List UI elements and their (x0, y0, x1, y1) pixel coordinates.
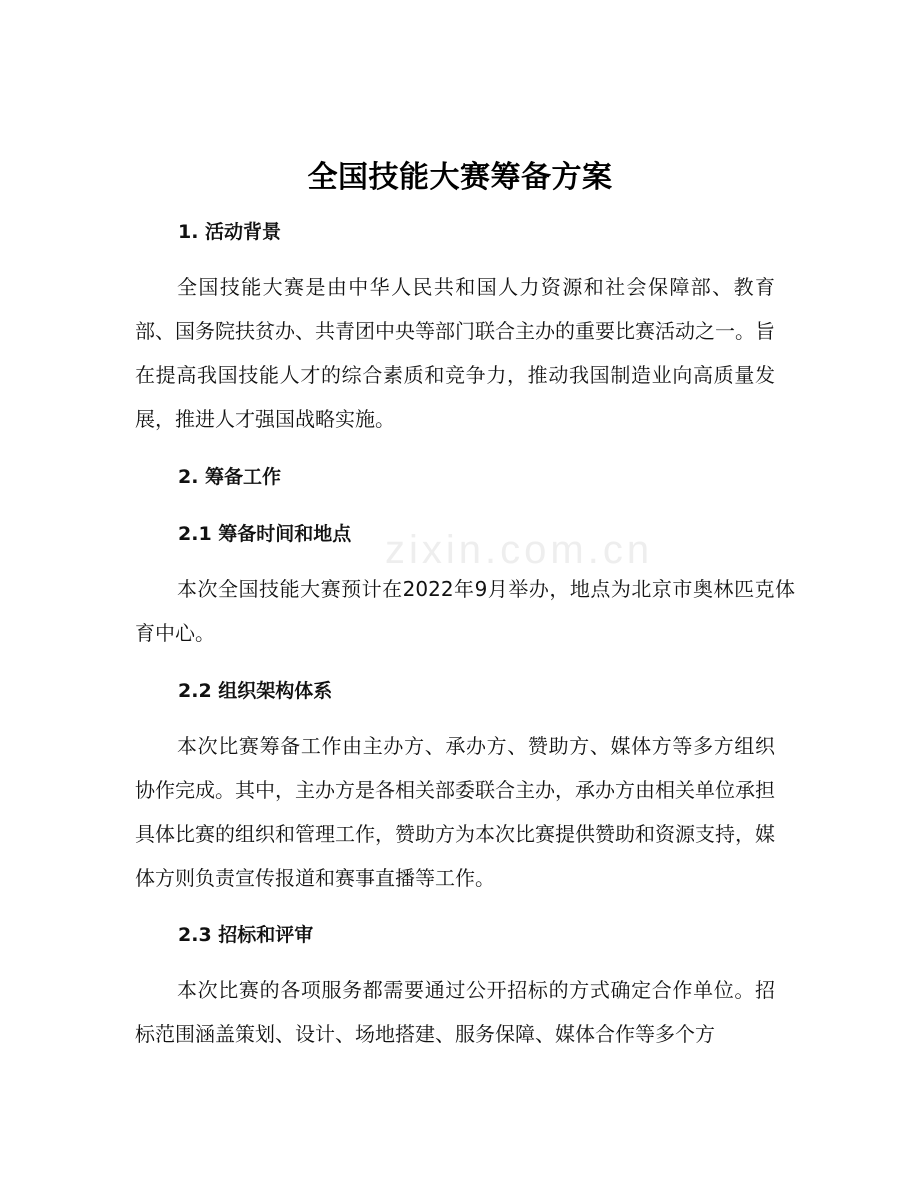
section-heading-time-location: 2.1 筹备时间和地点 (178, 523, 352, 545)
section-paragraph-bidding: 本次比赛的各项服务都需要通过公开招标的方式确定合作单位。招标范围涵盖策划、设计、场地搭建、服务保障、媒体合作等多个方 (135, 978, 775, 1046)
section-heading-preparation: 2. 筹备工作 (178, 466, 282, 488)
section-paragraph-background: 全国技能大赛是由中华人民共和国人力资源和社会保障部、教育部、国务院扶贫办、共青团中央等部门联合主办的重要比赛活动之一。旨在提高我国技能人才的综合素质和竞争力，推动我国制造业向高质量发展，推进人才强国战略实施。 (135, 275, 775, 431)
section-heading-background: 1. 活动背景 (178, 221, 282, 243)
section-heading-bidding: 2.3 招标和评审 (178, 924, 314, 946)
watermark: zixin.com.cn (385, 528, 654, 572)
section-paragraph-organization: 本次比赛筹备工作由主办方、承办方、赞助方、媒体方等多方组织协作完成。其中，主办方是各相关部委联合主办，承办方由相关单位承担具体比赛的组织和管理工作，赞助方为本次比赛提供赞助和资源支持，媒体方则负责宣传报道和赛事直播等工作。 (135, 734, 775, 890)
section-heading-organization: 2.2 组织架构体系 (178, 680, 333, 702)
section-paragraph-time-location: 本次全国技能大赛预计在2022年9月举办，地点为北京市奥林匹克体育中心。 (135, 577, 795, 645)
document-title: 全国技能大赛筹备方案 (307, 160, 613, 195)
